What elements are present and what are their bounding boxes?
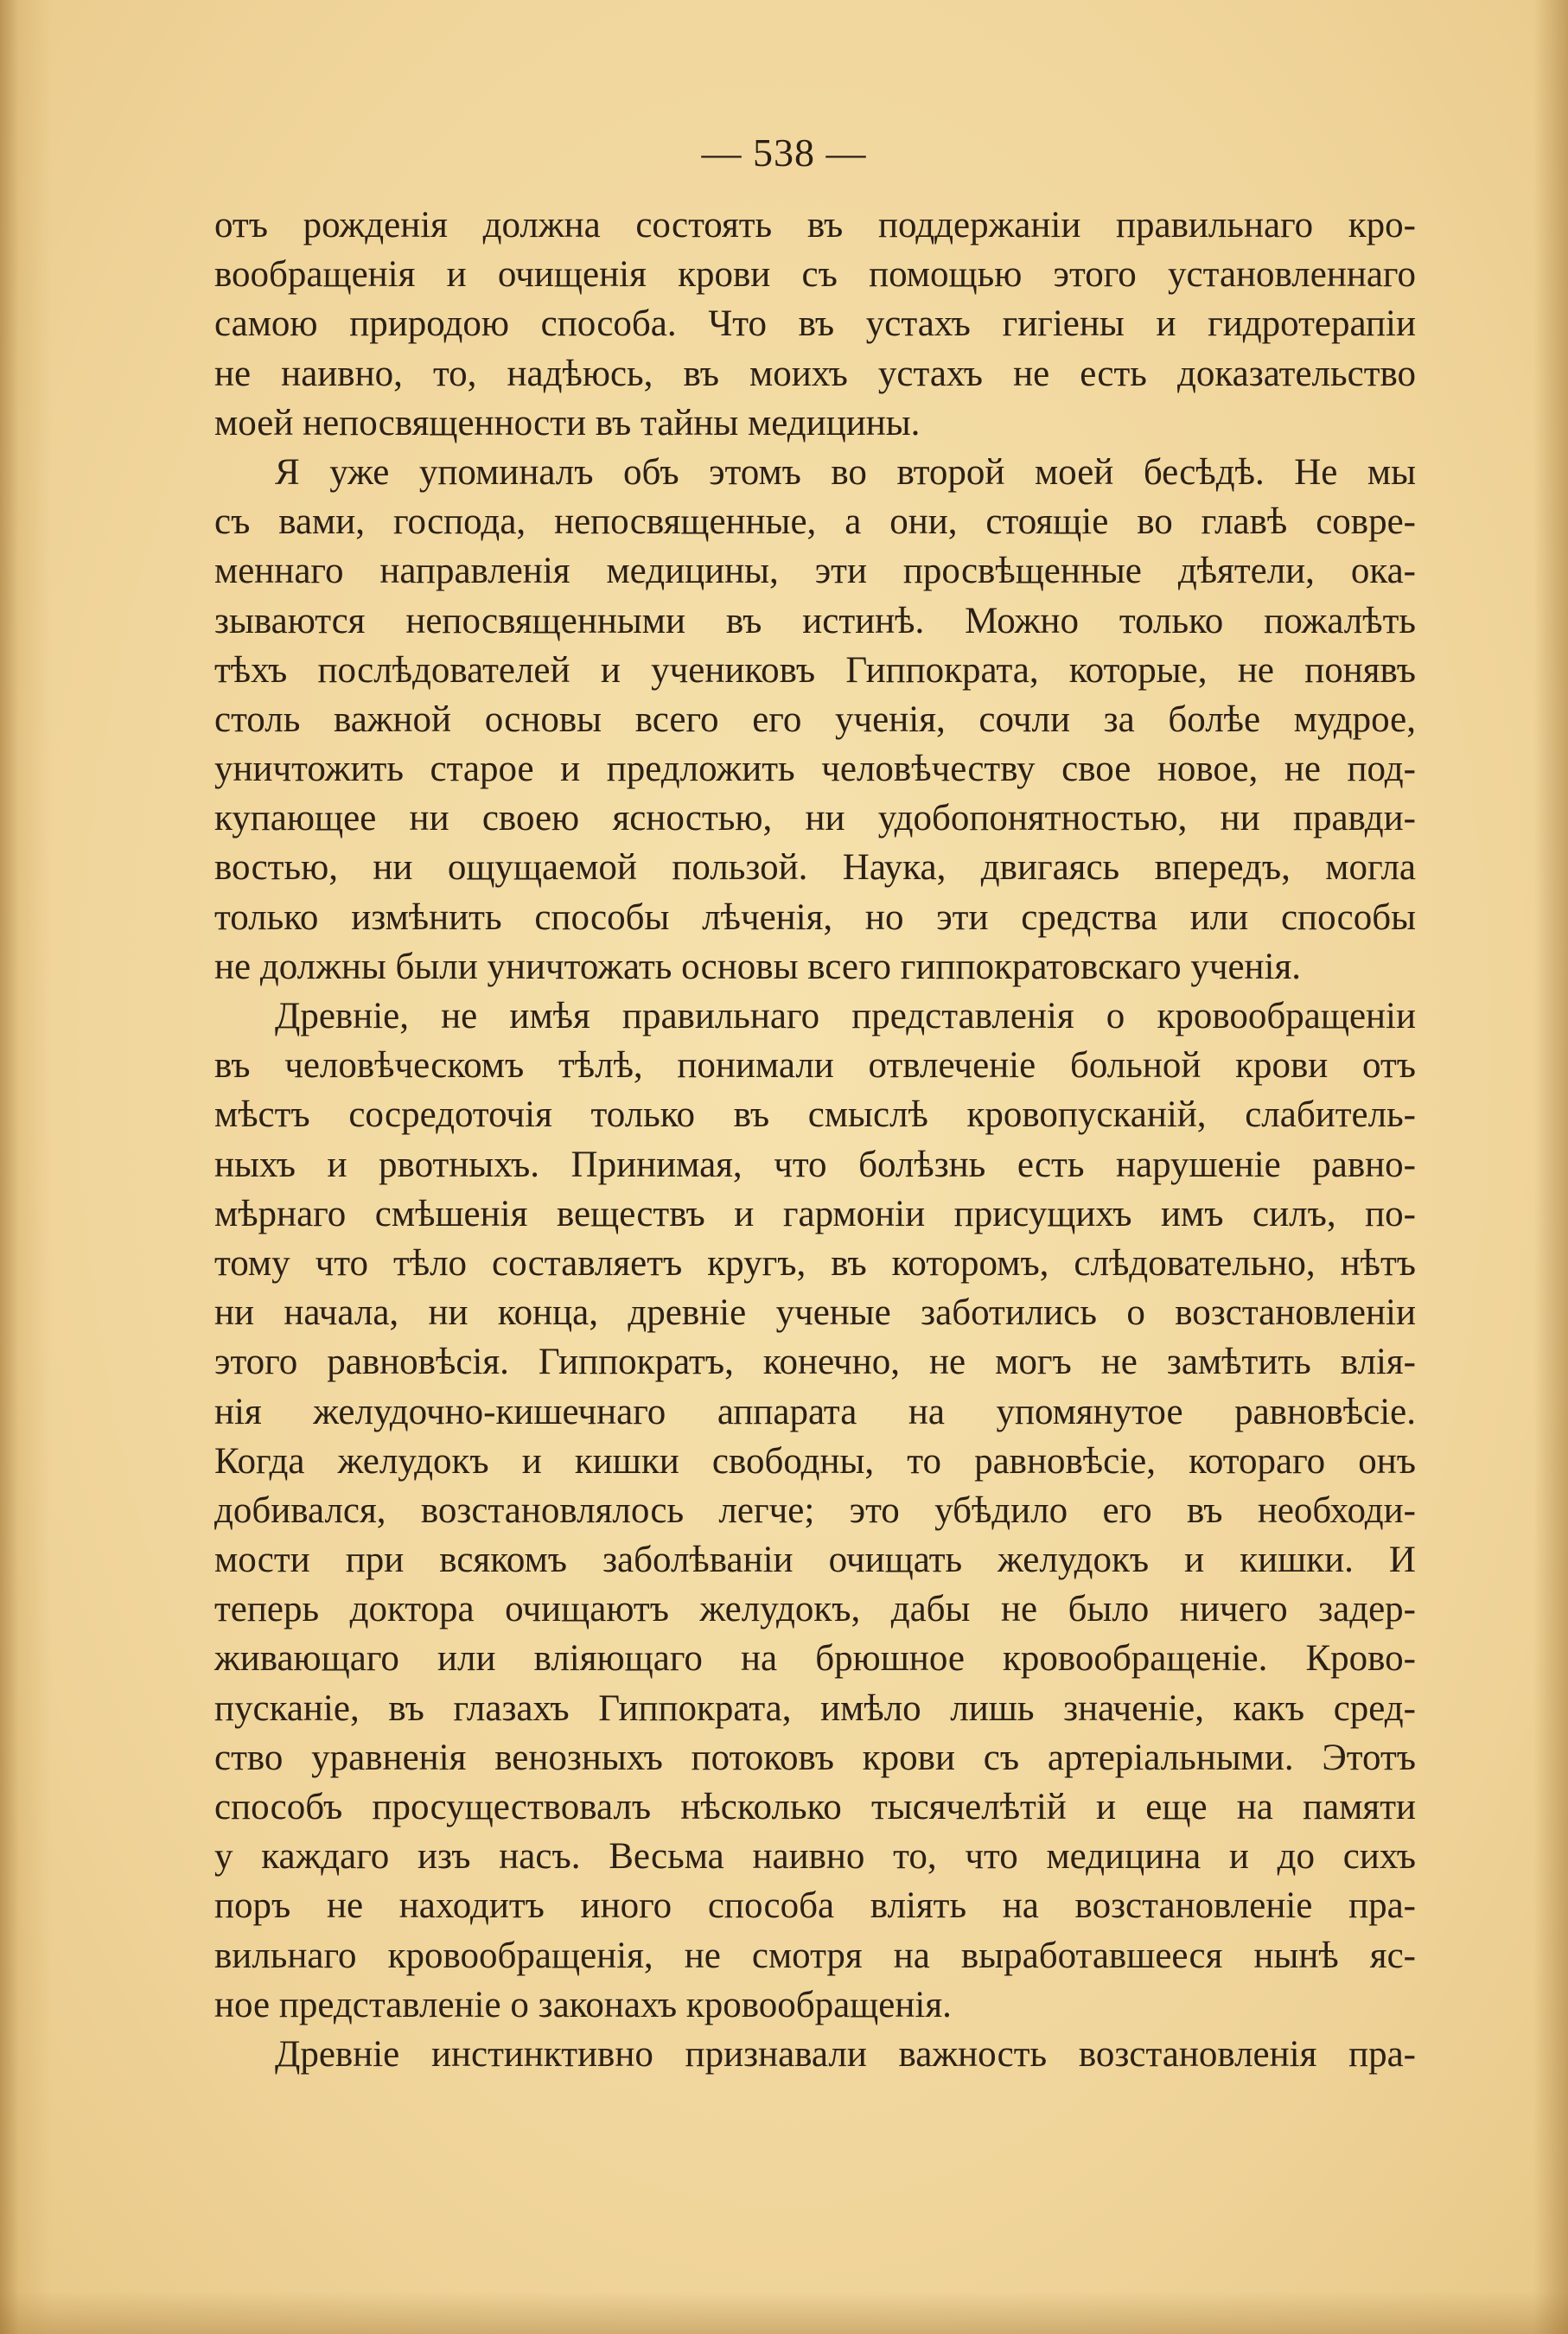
text-line: не наивно, то, надѣюсь, въ моихъ устахъ не есть доказательство [214,353,1416,394]
text-line: ное представленіе о законахъ кровообращенія. [214,1984,952,2025]
text-line: нія желудочно-кишечнаго аппарата на упомянутое равновѣсіе. [214,1391,1416,1432]
text-line: мѣрнаго смѣшенія веществъ и гармоніи присущихъ имъ силъ, по- [214,1193,1416,1234]
text-line: ство уравненія венозныхъ потоковъ крови съ артеріальными. Этотъ [214,1737,1416,1778]
text-line: не должны были уничтожать основы всего гиппократовскаго ученія. [214,946,1302,987]
text-line: у каждаго изъ насъ. Весьма наивно то, что медицина и до сихъ [214,1836,1416,1878]
body-text [214,201,1416,2079]
text-line: Когда желудокъ и кишки свободны, то равновѣсіе, котораго онъ [214,1440,1416,1482]
paragraph-1 [214,201,1416,448]
text-line: пусканіе, въ глазахъ Гиппократа, имѣло лишь значеніе, какъ сред- [214,1687,1416,1729]
text-line: самою природою способа. Что въ устахъ гигіены и гидротерапіи [214,303,1416,345]
text-line: въ человѣческомъ тѣлѣ, понимали отвлеченіе больной крови отъ [214,1045,1416,1087]
page-number: — 538 — [701,131,867,175]
text-line: теперь доктора очищаютъ желудокъ, дабы не было ничего задер- [214,1589,1416,1630]
text-line: ни начала, ни конца, древніе ученые заботились о возстановленіи [214,1292,1416,1334]
text-line: этого равновѣсія. Гиппократъ, конечно, не могъ не замѣтить влія- [214,1342,1416,1383]
text-line: живающаго или вліяющаго на брюшное кровообращеніе. Крово- [214,1638,1416,1680]
text-line: востью, ни ощущаемой пользой. Наука, двигаясь впередъ, могла [214,847,1416,889]
text-line: мости при всякомъ заболѣваніи очищать желудокъ и кишки. И [214,1540,1416,1581]
text-line: съ вами, господа, непосвященные, а они, стоящіе во главѣ совре- [214,501,1416,543]
text-line: Древніе инстинктивно признавали важность возстановленія пра- [275,2033,1416,2075]
text-line: уничтожить старое и предложить человѣчеству свое новое, не под- [214,749,1416,790]
text-line: вильнаго кровообращенія, не смотря на выработавшееся нынѣ яс- [214,1935,1416,1976]
text-line: столь важной основы всего его ученія, сочли за болѣе мудрое, [214,698,1416,740]
text-line: мѣстъ сосредоточія только въ смыслѣ кровопусканій, слабитель- [214,1094,1416,1136]
paragraph-3 [214,992,1416,2030]
paragraph-4 [214,2030,1416,2079]
text-line: добивался, возстановлялось легче; это убѣдило его въ необходи- [214,1489,1416,1531]
text-line: моей непосвященности въ тайны медицины. [214,402,921,443]
text-line: Я уже упоминалъ объ этомъ во второй моей бесѣдѣ. Не мы [275,451,1416,493]
text-line: зываются непосвященными въ истинѣ. Можно только пожалѣть [214,600,1416,641]
paragraph-2 [214,448,1416,992]
text-line: тому что тѣло составляетъ кругъ, въ которомъ, слѣдовательно, нѣтъ [214,1242,1416,1284]
text-line: только измѣнить способы лѣченія, но эти средства или способы [214,896,1416,938]
text-line: способъ просуществовалъ нѣсколько тысячелѣтій и еще на памяти [214,1787,1416,1827]
text-line: меннаго направленія медицины, эти просвѣщенные дѣятели, ока- [214,551,1416,592]
text-line: Древніе, не имѣя правильнаго представленія о кровообращеніи [275,996,1416,1036]
text-line: вообращенія и очищенія крови съ помощью этого установленнаго [214,254,1416,296]
text-line: отъ рожденія должна состоять въ поддержаніи правильнаго кро- [214,205,1416,246]
text-line: поръ не находитъ иного способа вліять на возстановленіе пра- [214,1885,1416,1927]
text-line: тѣхъ послѣдователей и учениковъ Гиппократа, которые, не понявъ [214,649,1416,691]
text-line: купающее ни своею ясностью, ни удобопонятностью, ни правди- [214,798,1416,839]
text-line: ныхъ и рвотныхъ. Принимая, что болѣзнь есть нарушеніе равно- [214,1144,1416,1185]
